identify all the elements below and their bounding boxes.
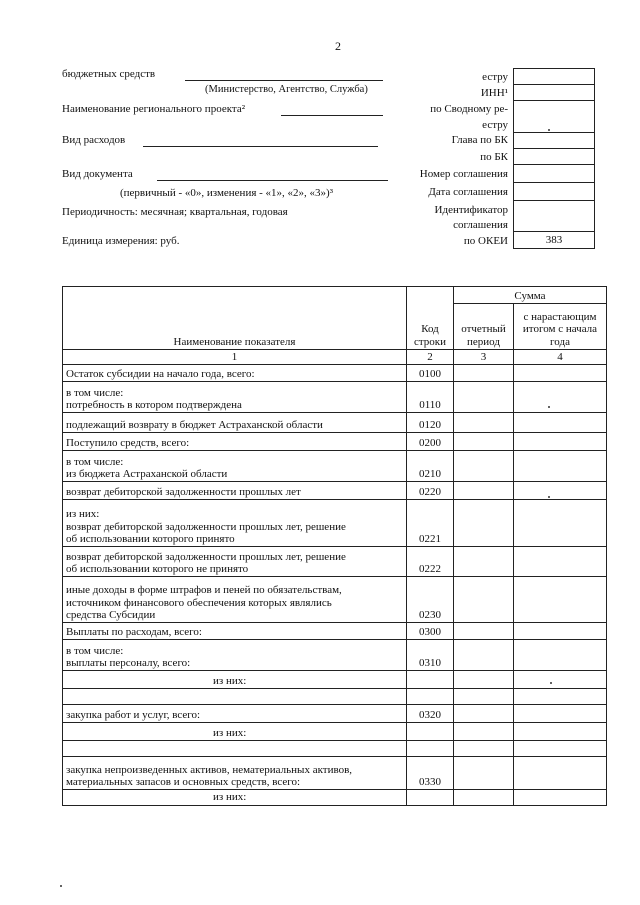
- row-period-cell[interactable]: [454, 577, 514, 623]
- row-name-line: подлежащий возврату в бюджет Астраханской области: [66, 419, 323, 431]
- row-name-cell: [63, 671, 407, 689]
- row-name-cell: [63, 433, 407, 451]
- summary-registry-label-2: естру: [482, 119, 508, 131]
- row-name-cell: [63, 689, 407, 705]
- row-name-line: материальных запасов и основных средств, всего:: [66, 776, 301, 788]
- table-row: [63, 705, 607, 723]
- row-code-cell: 0100: [407, 365, 454, 382]
- project-field[interactable]: [281, 115, 383, 116]
- col-cumulative-header-line-1: с нарастающим: [523, 311, 597, 324]
- col-period-header-line-1: отчетный: [461, 323, 506, 336]
- okei-code-box: 383: [513, 231, 595, 249]
- row-code-cell: 0300: [407, 623, 454, 640]
- row-cumulative-cell[interactable]: [514, 577, 607, 623]
- table-row: [63, 482, 607, 500]
- row-code-cell: 0230: [407, 577, 454, 623]
- identifier-label-1: Идентификатор: [434, 204, 508, 216]
- row-name-line: источником финансового обеспечения которых являлись: [66, 596, 332, 609]
- table-row: [63, 640, 607, 671]
- row-period-cell[interactable]: [454, 623, 514, 640]
- row-code-cell: [407, 741, 454, 757]
- scan-speck: [548, 496, 550, 498]
- bk-label: по БК: [480, 151, 508, 163]
- row-name-cell: [63, 723, 407, 741]
- col-period-header-line-2: период: [467, 335, 500, 348]
- row-code-cell: 0200: [407, 433, 454, 451]
- budget-funds-label: бюджетных средств: [62, 68, 156, 80]
- row-cumulative-cell[interactable]: [514, 741, 607, 757]
- row-name-line: из них:: [213, 727, 247, 739]
- row-name-cell: [63, 741, 407, 757]
- row-name-cell: [63, 547, 407, 577]
- inn-label: ИНН¹: [480, 87, 508, 99]
- row-name-cell: [63, 757, 407, 790]
- row-name-cell: [63, 382, 407, 413]
- row-period-cell[interactable]: [454, 451, 514, 482]
- column-number: 1: [63, 350, 407, 365]
- row-name-line: из бюджета Астраханской области: [66, 468, 228, 480]
- row-period-cell[interactable]: [454, 413, 514, 433]
- row-cumulative-cell[interactable]: [514, 451, 607, 482]
- doc-type-caption: (первичный - «0», изменения - «1», «2», «3»)³: [120, 187, 334, 199]
- summary-registry-code-box[interactable]: [513, 100, 595, 133]
- col-cumulative-header: [514, 304, 607, 350]
- table-row: [63, 500, 607, 547]
- row-name-cell: [63, 577, 407, 623]
- scan-speck: [60, 885, 62, 887]
- chapter-bk-code-box[interactable]: [513, 132, 595, 149]
- row-code-cell: 0330: [407, 757, 454, 790]
- row-cumulative-cell[interactable]: [514, 500, 607, 547]
- row-cumulative-cell[interactable]: [514, 640, 607, 671]
- row-name-line: выплаты персоналу, всего:: [66, 657, 191, 669]
- row-name-line: из них:: [213, 675, 247, 687]
- row-name-cell: [63, 623, 407, 640]
- row-name-cell: [63, 451, 407, 482]
- row-name-line: Остаток субсидии на начало года, всего:: [66, 368, 255, 380]
- row-period-cell[interactable]: [454, 790, 514, 805]
- row-name-cell: [63, 640, 407, 671]
- row-name-line: средства Субсидии: [66, 609, 156, 621]
- row-cumulative-cell[interactable]: [514, 723, 607, 741]
- agreement-number-box[interactable]: [513, 164, 595, 183]
- expense-type-field[interactable]: [143, 146, 378, 147]
- identifier-label-2: соглашения: [453, 219, 508, 231]
- table-row: [63, 757, 607, 790]
- row-period-cell[interactable]: [454, 689, 514, 705]
- row-period-cell[interactable]: [454, 723, 514, 741]
- row-cumulative-cell[interactable]: [514, 705, 607, 723]
- row-cumulative-cell[interactable]: [514, 382, 607, 413]
- table-row: [63, 365, 607, 382]
- row-period-cell[interactable]: [454, 757, 514, 790]
- row-name-cell: [63, 482, 407, 500]
- row-period-cell[interactable]: [454, 500, 514, 547]
- column-number: 3: [454, 350, 514, 365]
- scan-speck: [550, 682, 552, 684]
- row-code-cell: [407, 723, 454, 741]
- row-cumulative-cell[interactable]: [514, 689, 607, 705]
- row-name-line: возврат дебиторской задолженности прошлых лет, решение: [66, 520, 346, 533]
- row-code-cell: 0222: [407, 547, 454, 577]
- row-name-cell: [63, 365, 407, 382]
- registry-code-box[interactable]: [513, 68, 595, 85]
- agreement-number-label: Номер соглашения: [419, 168, 508, 180]
- row-name-line: из них:: [66, 508, 100, 521]
- row-name-line: об использовании которого не принято: [66, 563, 249, 575]
- table-row: [63, 723, 607, 741]
- row-cumulative-cell[interactable]: [514, 365, 607, 382]
- table-row: [63, 413, 607, 433]
- col-period-header: [454, 304, 514, 350]
- row-name-line: закупка работ и услуг, всего:: [66, 709, 201, 721]
- project-label: Наименование регионального проекта²: [62, 103, 246, 115]
- row-cumulative-cell[interactable]: [514, 757, 607, 790]
- doc-type-field[interactable]: [157, 180, 388, 181]
- row-name-cell: [63, 413, 407, 433]
- row-period-cell[interactable]: [454, 547, 514, 577]
- report-table: [62, 286, 607, 806]
- row-name-line: в том числе:: [66, 455, 124, 468]
- budget-funds-caption: (Министерство, Агентство, Служба): [205, 84, 368, 95]
- row-name-line: Выплаты по расходам, всего:: [66, 626, 202, 638]
- row-period-cell[interactable]: [454, 365, 514, 382]
- row-name-line: Поступило средств, всего:: [66, 437, 190, 449]
- row-cumulative-cell[interactable]: [514, 413, 607, 433]
- column-number: 2: [407, 350, 454, 365]
- row-cumulative-cell[interactable]: [514, 433, 607, 451]
- row-code-cell: [407, 689, 454, 705]
- table-row: [63, 382, 607, 413]
- row-name-cell: [63, 500, 407, 547]
- column-numbers-row: [63, 350, 607, 365]
- okei-label: по ОКЕИ: [463, 235, 508, 247]
- row-name-line: иные доходы в форме штрафов и пеней по обязательствам,: [66, 584, 342, 597]
- row-name-line: из них:: [213, 791, 247, 804]
- identifier-box[interactable]: [513, 200, 595, 232]
- row-name-line: в том числе:: [66, 644, 124, 657]
- row-period-cell[interactable]: [454, 705, 514, 723]
- agreement-date-box[interactable]: [513, 182, 595, 201]
- col-code-header-line-2: строки: [413, 335, 447, 348]
- row-name-cell: [63, 705, 407, 723]
- row-name-line: потребность в котором подтверждена: [66, 399, 242, 411]
- row-period-cell[interactable]: [454, 640, 514, 671]
- row-code-cell: 0210: [407, 451, 454, 482]
- registry-label: естру: [482, 71, 508, 83]
- table-row: [63, 671, 607, 689]
- chapter-bk-label: Глава по БК: [451, 134, 508, 146]
- row-period-cell[interactable]: [454, 433, 514, 451]
- row-code-cell: [407, 790, 454, 805]
- table-row: [63, 790, 607, 805]
- scan-speck: [548, 129, 550, 131]
- summary-registry-label-1: по Сводному ре-: [430, 103, 508, 115]
- row-name-line: возврат дебиторской задолженности прошлых лет, решение: [66, 550, 346, 563]
- row-code-cell: 0221: [407, 500, 454, 547]
- col-cumulative-header-line-3: года: [550, 335, 570, 348]
- bk-code-box[interactable]: [513, 148, 595, 165]
- agreement-date-label: Дата соглашения: [428, 186, 508, 198]
- expense-type-label: Вид расходов: [62, 134, 126, 146]
- row-period-cell[interactable]: [454, 382, 514, 413]
- col-code-header-line-1: Код: [421, 323, 439, 336]
- table-row: [63, 547, 607, 577]
- table-row: [63, 433, 607, 451]
- table-row: [63, 689, 607, 705]
- row-cumulative-cell[interactable]: [514, 482, 607, 500]
- row-code-cell: 0310: [407, 640, 454, 671]
- row-code-cell: 0120: [407, 413, 454, 433]
- table-row: [63, 741, 607, 757]
- row-name-cell: [63, 790, 407, 805]
- col-name-header: Наименование показателя: [63, 287, 407, 350]
- doc-type-label: Вид документа: [62, 168, 133, 180]
- column-number: 4: [514, 350, 607, 365]
- table-row: [63, 623, 607, 640]
- page-number: 2: [335, 39, 341, 53]
- col-sum-header: Сумма: [454, 287, 607, 304]
- row-name-line: закупка непроизведенных активов, нематериальных активов,: [66, 763, 353, 776]
- row-cumulative-cell[interactable]: [514, 790, 607, 805]
- row-code-cell: 0320: [407, 705, 454, 723]
- scan-speck: [548, 406, 550, 408]
- row-code-cell: [407, 671, 454, 689]
- col-cumulative-header-line-2: итогом с начала: [522, 323, 598, 336]
- row-name-line: об использовании которого принято: [66, 533, 235, 545]
- row-name-line: возврат дебиторской задолженности прошлых лет: [66, 486, 301, 498]
- table-row: [63, 451, 607, 482]
- table-row: [63, 577, 607, 623]
- row-period-cell[interactable]: [454, 671, 514, 689]
- row-cumulative-cell[interactable]: [514, 547, 607, 577]
- row-name-line: в том числе:: [66, 386, 124, 399]
- row-period-cell[interactable]: [454, 482, 514, 500]
- inn-code-box[interactable]: [513, 84, 595, 101]
- row-code-cell: 0110: [407, 382, 454, 413]
- row-cumulative-cell[interactable]: [514, 671, 607, 689]
- row-code-cell: 0220: [407, 482, 454, 500]
- col-code-header: [407, 287, 454, 350]
- row-period-cell[interactable]: [454, 741, 514, 757]
- periodicity-label: Периодичность: месячная; квартальная, годовая: [62, 206, 288, 218]
- budget-funds-field[interactable]: [185, 80, 383, 81]
- row-cumulative-cell[interactable]: [514, 623, 607, 640]
- unit-label: Единица измерения: руб.: [62, 235, 180, 247]
